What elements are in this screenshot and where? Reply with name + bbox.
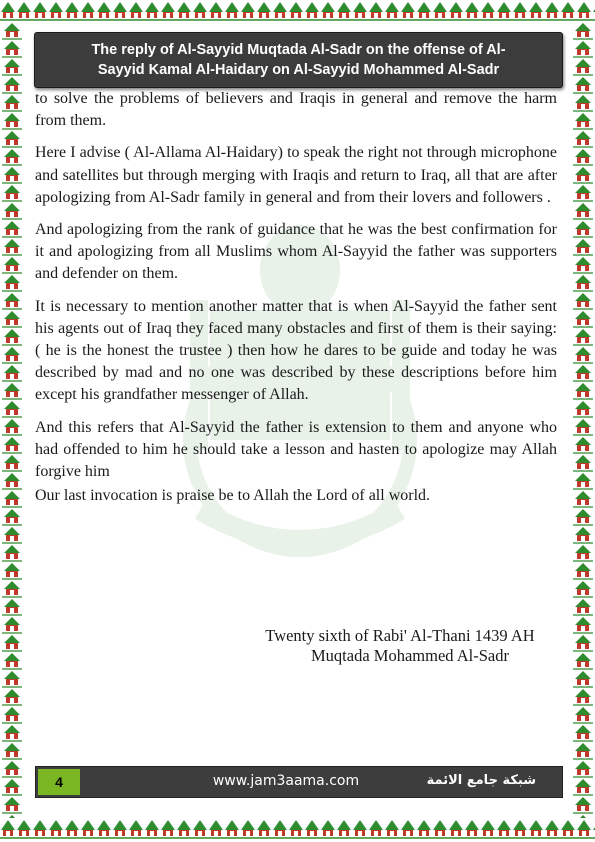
- page-footer: [35, 766, 563, 798]
- page-number-badge: 4: [38, 769, 80, 795]
- title-line-1: The reply of Al-Sayyid Muqtada Al-Sadr on the offense of Al-: [91, 42, 506, 58]
- paragraph-4: It is necessary to mention another matter that is when Al-Sayyid the father sent his agents out of Iraq they faced many obstacles and first of them is their saying: ( he is the honest the trustee ) then how he dares to be guide and today he was described by mad and no one was described by these descriptions before him except his grandfather messenger of Allah.: [35, 297, 557, 404]
- site-name-arabic: شبكة جامع الائمة: [426, 773, 536, 788]
- page-title: [59, 40, 539, 80]
- decorative-border-top: [0, 0, 595, 22]
- decorative-border-bottom: [0, 818, 595, 842]
- body-text: [35, 88, 557, 517]
- decorative-border-left: [0, 22, 24, 818]
- paragraph-2: Here I advise ( Al-Allama Al-Haidary) to speak the right not through microphone and satellites but through merging with Iraqis and return to Iraq, all that are after apologizing from Al-Sadr family in general and from their lovers and followers .: [35, 144, 557, 206]
- title-line-2: Sayyid Kamal Al-Haidary on Al-Sayyid Mohammed Al-Sadr: [97, 62, 500, 78]
- paragraph-6: Our last invocation is praise be to Allah the Lord of all world.: [35, 487, 431, 505]
- paragraph-1: to solve the problems of believers and Iraqis in general and remove the harm from them.: [35, 90, 557, 130]
- paragraph-3: And apologizing from the rank of guidance that he was the best confirmation for it and apologizing from all Muslims whom Al-Sayyid the father was supporters and defender on them.: [35, 221, 557, 283]
- website-link[interactable]: www.jam3aama.com: [212, 773, 360, 789]
- paragraph-5: And this refers that Al-Sayyid the father is extension to them and anyone who had offended to him he should take a lesson and hasten to apologize may Allah forgive him: [35, 418, 557, 481]
- signature-date: Twenty sixth of Rabi' Al-Thani 1439 AH: [265, 626, 535, 645]
- signature-name: Muqtada Mohammed Al-Sadr: [311, 646, 509, 665]
- signature-block: [240, 626, 580, 666]
- decorative-border-right: [571, 22, 595, 818]
- document-header: [34, 32, 563, 88]
